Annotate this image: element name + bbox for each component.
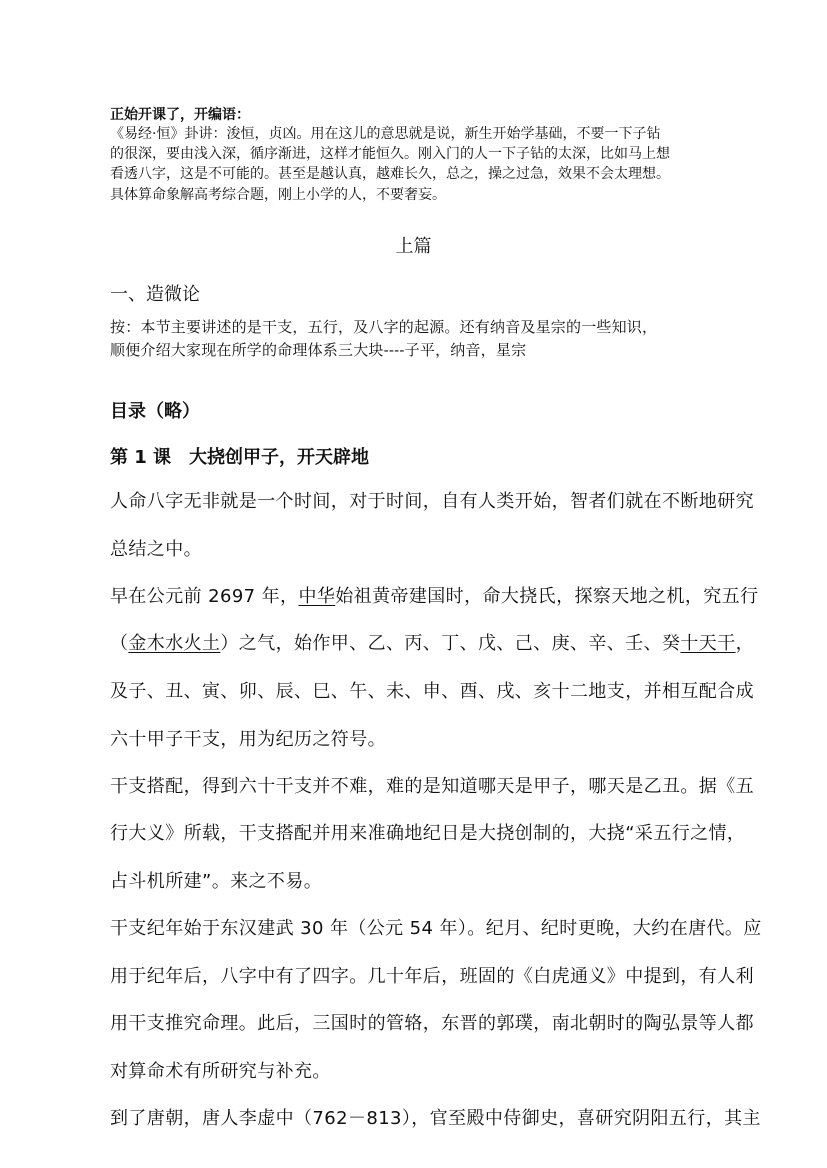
body-line: 用于纪年后，八字中有了四字。几十年后，班固的《白虎通义》中提到，有人利 (110, 966, 754, 987)
text-span: ）之气，始作甲、乙、丙、丁、戊、己、庚、辛、壬、癸 (220, 633, 681, 654)
body-line: 六十甲子干支，用为纪历之符号。 (110, 729, 386, 750)
body-line (110, 582, 758, 608)
body-line: 干支搭配，得到六十干支并不难，难的是知道哪天是甲子，哪天是乙丑。据《五 (110, 776, 754, 797)
body-line (110, 629, 754, 655)
intro-line: 的很深，要由浅入深，循序渐进，这样才能恒久。刚入门的人一下子钻的太深，比如马上想 (110, 146, 670, 162)
body-line: 及子、丑、寅、卯、辰、巳、午、未、申、酉、戌、亥十二地支，并相互配合成 (110, 681, 754, 702)
section-title: 一、造微论 (110, 284, 200, 305)
body-line: 占斗机所建”。来之不易。 (110, 871, 323, 892)
text-span: ， (735, 633, 755, 654)
intro-line: 《易经·恒》卦讲：浚恒，贞凶。用在这儿的意思就是说，新生开始学基础，不要一下子钻 (110, 126, 661, 142)
part-title: 上篇 (395, 236, 432, 257)
underlined-term: 中华 (298, 586, 336, 607)
toc-title: 目录（略） (110, 401, 200, 422)
body-line: 行大义》所载，干支搭配并用来准确地纪日是大挠创制的，大挠“采五行之情， (110, 823, 746, 844)
text-span: 早在公元前 2697 年， (110, 586, 299, 607)
body-line: 总结之中。 (110, 539, 202, 560)
intro-title: 正始开课了，开编语： (110, 107, 250, 123)
body-line: 到了唐朝，唐人李虚中（762－813），官至殿中侍御史，喜研究阴阳五行，其主 (110, 1108, 761, 1129)
note-line: 按：本节主要讲述的是干支，五行，及八字的起源。还有纳音及星宗的一些知识， (110, 318, 658, 336)
note-line: 顺便介绍大家现在所学的命理体系三大块----子平，纳音，星宗 (110, 341, 527, 359)
intro-line: 看透八字，这是不可能的。甚至是越认真，越难长久，总之，操之过急，效果不会太理想。 (110, 166, 670, 182)
lesson-title: 第 1 课 大挠创甲子，开天辟地 (110, 447, 370, 468)
underlined-term: 十天干 (680, 633, 736, 654)
body-line: 用干支推究命理。此后，三国时的管辂，东晋的郭璞，南北朝时的陶弘景等人都 (110, 1013, 754, 1034)
underlined-term: 金木水火土 (128, 633, 221, 654)
body-line: 对算命术有所研究与补充。 (110, 1061, 331, 1082)
body-line: 干支纪年始于东汉建武 30 年（公元 54 年）。纪月、纪时更晚，大约在唐代。应 (110, 918, 762, 939)
intro-line: 具体算命象解高考综合题，刚上小学的人，不要奢妄。 (110, 187, 446, 203)
text-span: 始祖黄帝建国时，命大挠氏，探察天地之机，究五行 (335, 586, 759, 607)
body-line: 人命八字无非就是一个时间，对于时间，自有人类开始，智者们就在不断地研究 (110, 491, 754, 512)
text-span: （ (110, 633, 129, 654)
